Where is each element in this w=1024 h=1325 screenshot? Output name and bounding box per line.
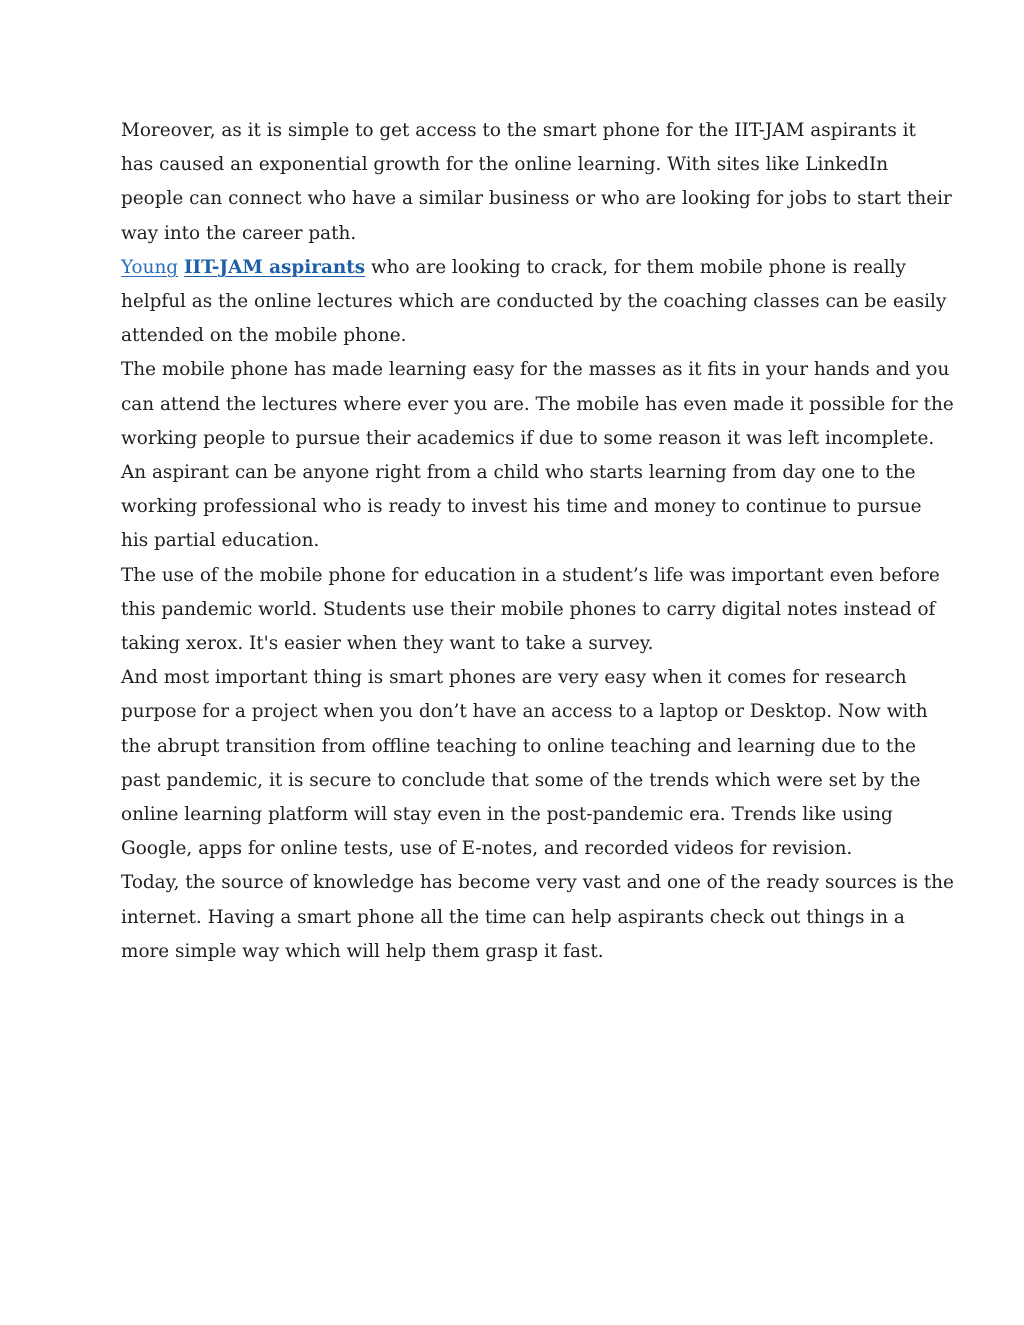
paragraph-learning-easy — [121, 353, 954, 456]
paragraph-source-of-knowledge — [121, 866, 954, 969]
text-line: the abrupt transition from offline teaching to online teaching and learning due to the — [121, 735, 917, 757]
text-line: The use of the mobile phone for education in a student’s life was important even before — [121, 564, 940, 586]
text-line: more simple way which will help them grasp it fast. — [121, 940, 604, 962]
text-line: Today, the source of knowledge has become very vast and one of the ready sources is the — [121, 872, 954, 894]
text-line: Moreover, as it is simple to get access to the smart phone for the IIT-JAM aspirants it — [121, 120, 916, 141]
iit-jam-aspirants-link[interactable]: IIT-JAM aspirants — [183, 256, 366, 278]
text-line: online learning platform will stay even in the post-pandemic era. Trends like using — [121, 804, 893, 826]
text-line: An aspirant can be anyone right from a child who starts learning from day one to the — [121, 462, 916, 484]
text-line — [121, 251, 911, 285]
young-link[interactable]: Young — [121, 256, 179, 278]
text-line: people can connect who have a similar business or who are looking for jobs to start their — [121, 188, 952, 210]
text-line: The mobile phone has made learning easy for the masses as it fits in your hands and you — [121, 359, 950, 381]
text-line: And most important thing is smart phones are very easy when it comes for research — [121, 667, 907, 689]
text-line: his partial education. — [121, 530, 320, 552]
text-line: taking xerox. It's easier when they want to take a survey. — [121, 633, 654, 655]
text-line: past pandemic, it is secure to conclude that some of the trends which were set by the — [121, 769, 921, 791]
text-line: can attend the lectures where ever you are. The mobile has even made it possible for the — [121, 393, 954, 415]
paragraph-smartphone-access — [121, 114, 952, 251]
text-line: this pandemic world. Students use their mobile phones to carry digital notes instead of — [121, 598, 936, 620]
text-line: way into the career path. — [121, 222, 357, 244]
text-line: has caused an exponential growth for the online learning. With sites like LinkedIn — [121, 154, 889, 176]
text-line: internet. Having a smart phone all the time can help aspirants check out things in a — [121, 906, 905, 928]
paragraph-research-purpose — [121, 661, 928, 866]
paragraph-young-aspirants — [121, 251, 947, 354]
paragraph-mobile-education — [121, 559, 940, 662]
text-fragment: who are looking to crack, for them mobile phone is really — [365, 256, 906, 278]
text-line: purpose for a project when you don’t have an access to a laptop or Desktop. Now with — [121, 701, 928, 723]
document-page — [121, 114, 954, 969]
paragraph-aspirant-anyone — [121, 456, 922, 559]
text-line: attended on the mobile phone. — [121, 325, 407, 347]
text-line: working people to pursue their academics if due to some reason it was left incomplete. — [121, 427, 935, 449]
text-line: working professional who is ready to invest his time and money to continue to pursue — [121, 496, 922, 518]
text-line: helpful as the online lectures which are conducted by the coaching classes can be easily — [121, 291, 947, 313]
text-line: Google, apps for online tests, use of E-notes, and recorded videos for revision. — [121, 838, 853, 860]
